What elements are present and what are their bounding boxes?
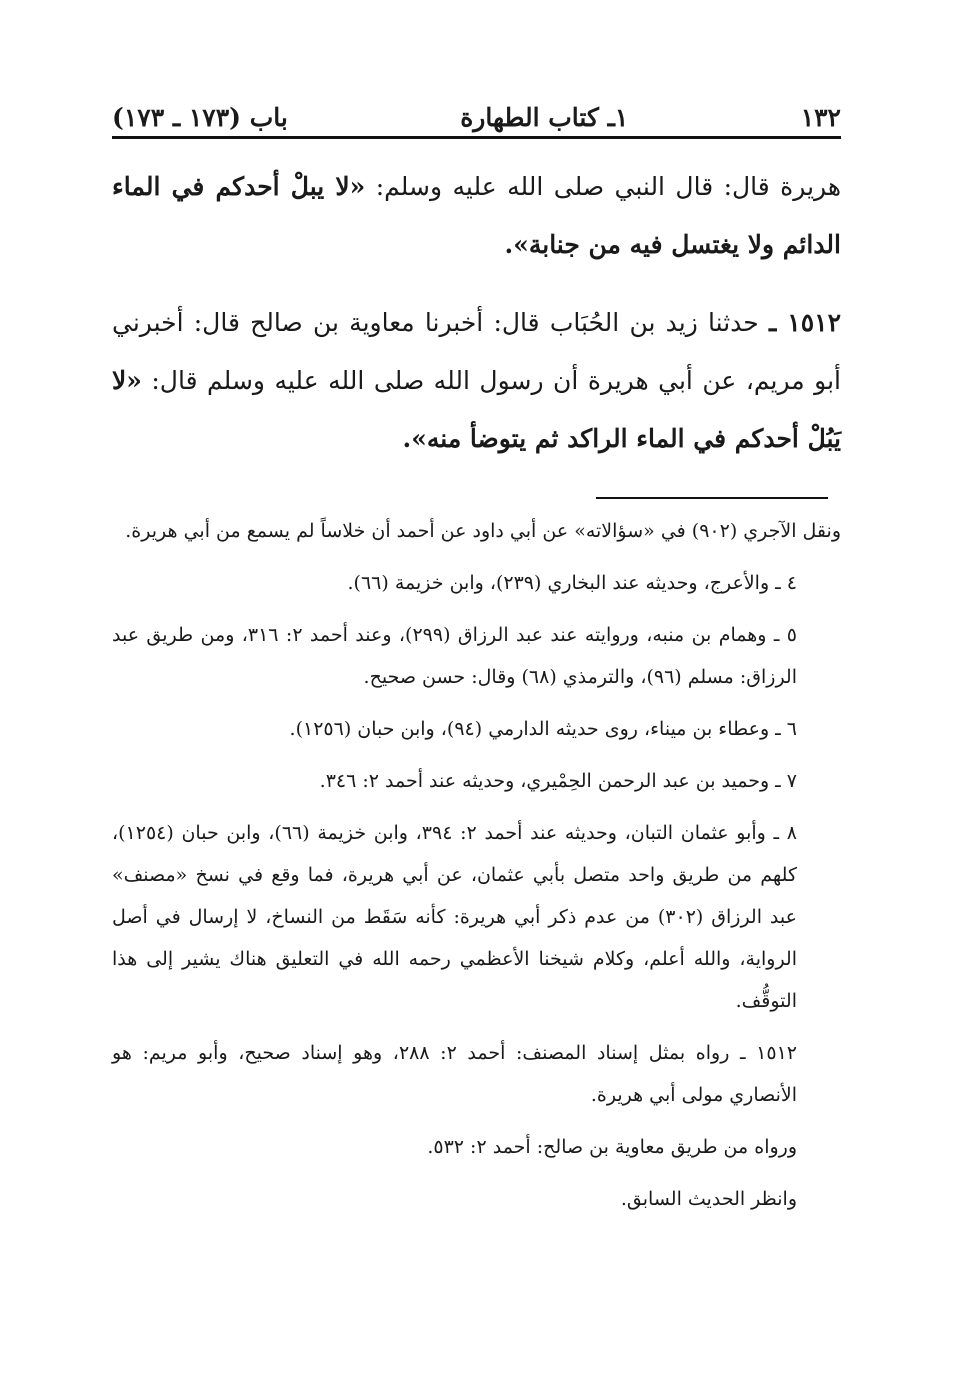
footnotes xyxy=(112,510,841,1230)
narration-text: هريرة قال: قال النبي صلى الله عليه وسلم: xyxy=(365,172,841,201)
chapter-range: باب (١٧٣ ـ ١٧٣) xyxy=(112,103,288,132)
page-number: ١٣٢ xyxy=(800,103,841,132)
footnote: ٨ ـ وأبو عثمان التبان، وحديثه عند أحمد ٢: ٣٩٤، وابن خزيمة (٦٦)، وابن حبان (١٢٥٤)، كلهم من طريق واحد متصل بأبي عثمان، عن أبي هريرة، فما وقع في نسخ «مصنف» عبد الرزاق (٣٠٢) من عدم ذكر أبي هريرة: كأنه سَقَط من النساخ، لا إرسال في أصل الرواية، والله أعلم، وكلام شيخنا الأعظمي رحمه الله في التعليق هناك يشير إلى هذا التوقُّف. xyxy=(112,822,797,1012)
hadith-number: ١٥١٢ ـ xyxy=(768,308,841,337)
hadith-paragraph xyxy=(112,158,841,274)
prophetic-quote: «لا يبلْ أحدكم في الماء الدائم ولا يغتسل فيه من جنابة». xyxy=(112,172,841,259)
footnote: ٥ ـ وهمام بن منبه، وروايته عند عبد الرزاق (٢٩٩)، وعند أحمد ٢: ٣١٦، ومن طريق عبد الرزاق: مسلم (٩٦)، والترمذي (٦٨) وقال: حسن صحيح. xyxy=(112,624,797,688)
footnote: ١٥١٢ ـ رواه بمثل إسناد المصنف: أحمد ٢: ٢٨٨، وهو إسناد صحيح، وأبو مريم: هو الأنصاري مولى أبي هريرة. xyxy=(112,1042,797,1106)
footnote: ونقل الآجري (٩٠٢) في «سؤالاته» عن أبي داود عن أحمد أن خلاساً لم يسمع من أبي هريرة. xyxy=(125,520,841,542)
book-title: ١ـ كتاب الطهارة xyxy=(460,103,629,132)
header-rule xyxy=(112,136,841,139)
footnote: ٧ ـ وحميد بن عبد الرحمن الحِمْيري، وحديثه عند أحمد ٢: ٣٤٦. xyxy=(319,770,797,792)
footnote: ورواه من طريق معاوية بن صالح: أحمد ٢: ٥٣٢. xyxy=(427,1136,797,1158)
narration-text: حدثنا زيد بن الحُبَاب قال: أخبرنا معاوية بن صالح قال: أخبرني أبو مريم، عن أبي هريرة أن رسول الله صلى الله عليه وسلم قال: xyxy=(112,308,841,395)
footnote: ٦ ـ وعطاء بن ميناء، روى حديثه الدارمي (٩٤)، وابن حبان (١٢٥٦). xyxy=(289,718,797,740)
footnote: ٤ ـ والأعرج، وحديثه عند البخاري (٢٣٩)، وابن خزيمة (٦٦). xyxy=(347,572,797,594)
footnote-separator xyxy=(596,497,828,499)
footnote: وانظر الحديث السابق. xyxy=(620,1188,797,1210)
hadith-paragraph xyxy=(112,294,841,468)
prophetic-quote: «لا يَبُلْ أحدكم في الماء الراكد ثم يتوضأ منه». xyxy=(112,366,841,453)
running-header xyxy=(112,88,841,132)
main-text xyxy=(112,158,841,488)
